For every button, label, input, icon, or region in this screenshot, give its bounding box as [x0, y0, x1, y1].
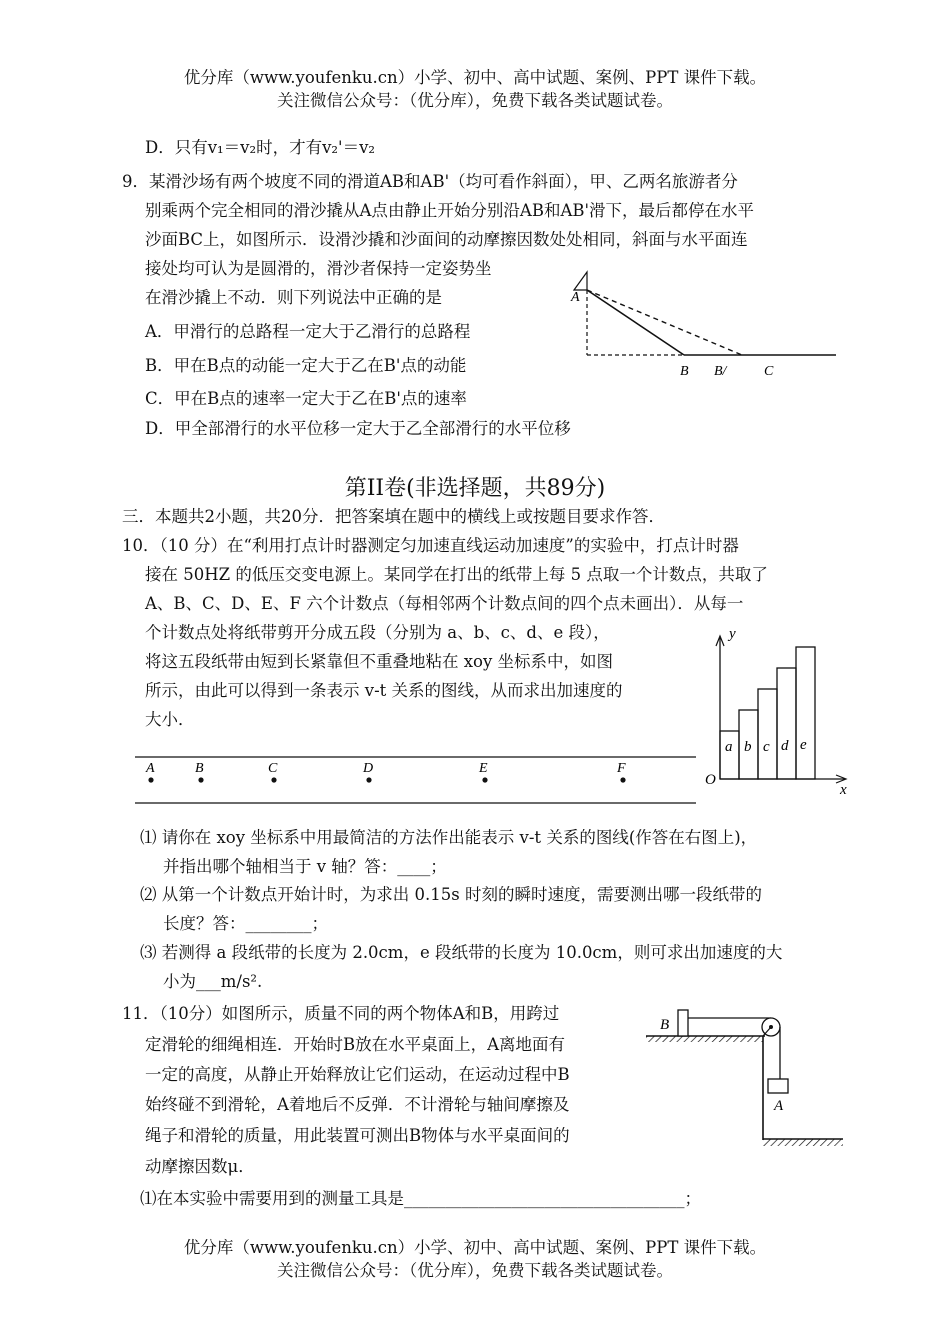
q10-line-7: 大小． — [145, 710, 195, 729]
tape-label-d: D — [363, 761, 374, 776]
label-a: A — [571, 290, 580, 305]
q11-line-6: 动摩擦因数μ． — [145, 1157, 255, 1176]
q9-option-a: A．甲滑行的总路程一定大于乙滑行的总路程 — [145, 322, 471, 341]
footer-line-1: 优分库（www.youfenku.cn）小学、初中、高中试题、案例、PPT 课件下载。 — [183, 1238, 767, 1257]
strip-label-c: c — [763, 739, 770, 755]
q10-sub2-line-1: ⑵ 从第一个计数点开始计时，为求出 0.15s 时刻的瞬时速度，需要测出哪一段纸带的 — [140, 885, 762, 904]
label-b-prime: B/ — [714, 364, 727, 379]
floor-surface — [763, 1139, 843, 1146]
q10-line-6: 所示，由此可以得到一条表示 v-t 关系的图线，从而求出加速度的 — [145, 681, 623, 700]
q10-sub1-line-1: ⑴ 请你在 xoy 坐标系中用最简洁的方法作出能表示 v-t 关系的图线(作答在右图上)， — [140, 828, 758, 847]
q10-sub2-line-2: 长度？答：________； — [163, 914, 328, 933]
x-axis-label: x — [840, 782, 847, 798]
strip-label-a: a — [725, 739, 733, 755]
label-b: B — [680, 364, 689, 379]
strip-label-e: e — [800, 737, 807, 753]
q9-line-3: 沙面BC上，如图所示．设滑沙撬和沙面间的动摩擦因数处处相同，斜面与水平面连 — [145, 230, 748, 249]
q11-line-4: 始终碰不到滑轮，A着地后不反弹．不计滑轮与轴间摩擦及 — [145, 1095, 570, 1114]
block-b — [678, 1010, 688, 1036]
origin-label: O — [705, 772, 716, 788]
q9-option-c: C．甲在B点的速率一定大于乙在B'点的速率 — [145, 389, 467, 408]
q9-line-4: 接处均可认为是圆滑的，滑沙者保持一定姿势坐 — [145, 259, 492, 278]
strip-label-d: d — [781, 738, 789, 754]
q10-line-2: 接在 50HZ 的低压交变电源上。某同学在打出的纸带上每 5 点取一个计数点，共取了 — [145, 565, 768, 584]
q11-sub1: ⑴在本实验中需要用到的测量工具是__________________________________； — [140, 1189, 701, 1208]
tape-label-c: C — [268, 761, 278, 776]
section-title: 第II卷(非选择题，共89分) — [344, 476, 606, 501]
label-block-b: B — [660, 1017, 670, 1033]
tape-label-f: F — [617, 761, 626, 776]
q11-line-2: 定滑轮的细绳相连．开始时B放在水平桌面上，A离地面有 — [145, 1035, 566, 1054]
table-surface — [646, 1036, 763, 1042]
header-line-2: 关注微信公众号：（优分库），免费下载各类试题试卷。 — [277, 91, 673, 110]
q10-line-5: 将这五段纸带由短到长紧靠但不重叠地粘在 xoy 坐标系中，如图 — [145, 652, 614, 671]
q9-line-1: 9．某滑沙场有两个坡度不同的滑道AB和AB'（均可看作斜面），甲、乙两名旅游者分 — [122, 172, 738, 191]
q9-line-5: 在滑沙撬上不动．则下列说法中正确的是 — [145, 288, 442, 307]
tape-label-b: B — [195, 761, 204, 776]
q10-sub1-line-2: 并指出哪个轴相当于 v 轴？答：____； — [163, 857, 447, 876]
block-a — [768, 1079, 788, 1093]
label-c: C — [764, 364, 774, 379]
q10-sub3-line-1: ⑶ 若测得 a 段纸带的长度为 2.0cm，e 段纸带的长度为 10.0cm，则可求出加速度的大 — [140, 943, 783, 962]
footer-line-2: 关注微信公众号：（优分库），免费下载各类试题试卷。 — [277, 1261, 673, 1280]
q9-option-b: B．甲在B点的动能一定大于乙在B'点的动能 — [145, 356, 467, 375]
q10-line-3: A、B、C、D、E、F 六个计数点（每相邻两个计数点间的四个点未画出）．从每一 — [145, 594, 744, 613]
q9-option-d: D．甲全部滑行的水平位移一定大于乙全部滑行的水平位移 — [145, 419, 571, 438]
label-block-a: A — [774, 1098, 784, 1114]
q8-option-d: D．只有v₁＝v₂时，才有v₂'＝v₂ — [145, 138, 376, 157]
q9-line-2: 别乘两个完全相同的滑沙撬从A点由静止开始分别沿AB和AB'滑下，最后都停在水平 — [145, 201, 755, 220]
q11-line-3: 一定的高度，从静止开始释放让它们运动，在运动过程中B — [145, 1065, 570, 1084]
q11-line-5: 绳子和滑轮的质量，用此装置可测出B物体与水平桌面间的 — [145, 1126, 570, 1145]
y-axis-label: y — [729, 626, 736, 642]
strip-label-b: b — [744, 739, 752, 755]
q11-line-1: 11．（10分）如图所示，质量不同的两个物体A和B，用跨过 — [122, 1004, 560, 1023]
tape-label-e: E — [479, 761, 488, 776]
q10-line-4: 个计数点处将纸带剪开分成五段（分别为 a、b、c、d、e 段）， — [145, 623, 610, 642]
header-line-1: 优分库（www.youfenku.cn）小学、初中、高中试题、案例、PPT 课件下载。 — [183, 68, 767, 87]
q10-sub3-line-2: 小为___m/s². — [163, 972, 263, 991]
section-instructions: 三．本题共2小题，共20分．把答案填在题中的横线上或按题目要求作答． — [122, 507, 665, 526]
q10-line-1: 10．（10 分）在“利用打点计时器测定匀加速直线运动加速度”的实验中，打点计时器 — [122, 536, 739, 555]
tape-label-a: A — [146, 761, 155, 776]
